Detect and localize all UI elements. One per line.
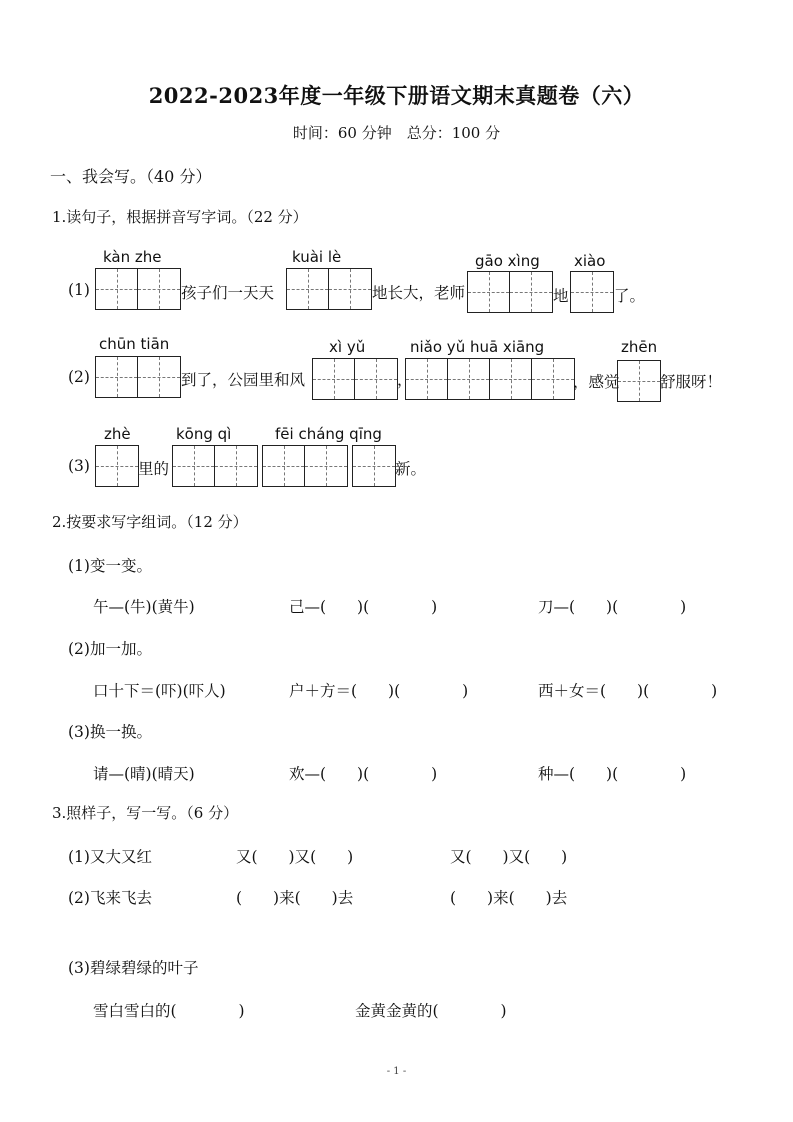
fill-blank[interactable]: 欢—( )( ) <box>289 765 438 783</box>
example-phrase: (2)飞来飞去 <box>68 889 152 907</box>
fill-blank[interactable]: 又( )又( ) <box>236 848 354 866</box>
row-number: (2) <box>68 368 90 386</box>
section-heading: 一、我会写。（40 分） <box>50 167 212 186</box>
pinyin-kongqi: kōng qì <box>176 425 232 443</box>
pinyin-chuntian: chūn tiān <box>99 335 170 353</box>
fill-blank[interactable]: 刀—( )( ) <box>538 598 687 616</box>
pinyin-xiao: xiào <box>574 252 606 270</box>
fill-blank[interactable]: 己—( )( ) <box>289 598 438 616</box>
page-number: - 1 - <box>386 1066 407 1077</box>
example-answer: 口十下＝(吓)(吓人) <box>93 682 226 700</box>
sentence-text: 了。 <box>614 287 646 305</box>
subquestion-label: (3)换一换。 <box>68 723 152 741</box>
writing-grid-kuaile[interactable] <box>286 268 372 310</box>
fill-blank[interactable]: 金黄金黄的( ) <box>355 1002 507 1020</box>
writing-grid-xiao[interactable] <box>570 271 614 313</box>
writing-grid-qing[interactable] <box>352 445 396 487</box>
fill-blank[interactable]: 雪白雪白的( ) <box>93 1002 245 1020</box>
sentence-text: 到了，公园里和风 <box>181 371 306 389</box>
question-1-heading: 1.读句子，根据拼音写字词。（22 分） <box>52 208 308 226</box>
pinyin-kanzhe: kàn zhe <box>103 248 162 266</box>
exam-info: 时间：60 分钟 总分：100 分 <box>292 124 501 142</box>
writing-grid-chuntian[interactable] <box>95 356 181 398</box>
sentence-text: 地 <box>553 287 569 305</box>
pinyin-xiyu: xì yǔ <box>329 338 366 356</box>
sentence-text: 里的 <box>138 460 170 478</box>
fill-blank[interactable]: ( )来( )去 <box>450 889 568 907</box>
writing-grid-kanzhe[interactable] <box>95 268 181 310</box>
fill-blank[interactable]: 种—( )( ) <box>538 765 687 783</box>
question-3-heading: 3.照样子，写一写。（6 分） <box>52 804 239 822</box>
example-answer: 请—(晴)(晴天) <box>93 765 195 783</box>
writing-grid-gaoxing[interactable] <box>467 271 553 313</box>
row-number: (3) <box>68 457 90 475</box>
sentence-text: 舒服呀！ <box>660 373 723 391</box>
writing-grid-feichang[interactable] <box>262 445 348 487</box>
writing-grid-zhen[interactable] <box>617 360 661 402</box>
page-title: 2022-2023年度一年级下册语文期末真题卷（六） <box>148 83 645 108</box>
writing-grid-kongqi[interactable] <box>172 445 258 487</box>
row-number: (1) <box>68 281 90 299</box>
example-phrase: (3)碧绿碧绿的叶子 <box>68 959 199 977</box>
sentence-text: 新。 <box>395 460 427 478</box>
sentence-text: ， <box>397 371 413 389</box>
subquestion-label: (2)加一加。 <box>68 640 152 658</box>
pinyin-zhe: zhè <box>104 425 131 443</box>
fill-blank[interactable]: 西＋女＝( )( ) <box>538 682 718 700</box>
example-answer: 午—(牛)(黄牛) <box>93 598 195 616</box>
pinyin-gaoxing: gāo xìng <box>475 252 540 270</box>
pinyin-niaoyu-huaxiang: niǎo yǔ huā xiāng <box>410 338 545 356</box>
question-2-heading: 2.按要求写字组词。（12 分） <box>52 513 248 531</box>
writing-grid-zhe[interactable] <box>95 445 139 487</box>
fill-blank[interactable]: 户＋方＝( )( ) <box>289 682 469 700</box>
sentence-text: ，感觉 <box>573 373 620 391</box>
fill-blank[interactable]: 又( )又( ) <box>450 848 568 866</box>
pinyin-feichangqing: fēi cháng qīng <box>275 425 382 443</box>
sentence-text: 地长大，老师 <box>372 284 466 302</box>
subquestion-label: (1)变一变。 <box>68 557 152 575</box>
writing-grid-niaoyu-huaxiang[interactable] <box>405 358 575 400</box>
writing-grid-xiyu[interactable] <box>312 358 398 400</box>
pinyin-zhen: zhēn <box>621 338 658 356</box>
example-phrase: (1)又大又红 <box>68 848 152 866</box>
sentence-text: 孩子们一天天 <box>181 284 275 302</box>
fill-blank[interactable]: ( )来( )去 <box>236 889 354 907</box>
pinyin-kuaile: kuài lè <box>292 248 342 266</box>
